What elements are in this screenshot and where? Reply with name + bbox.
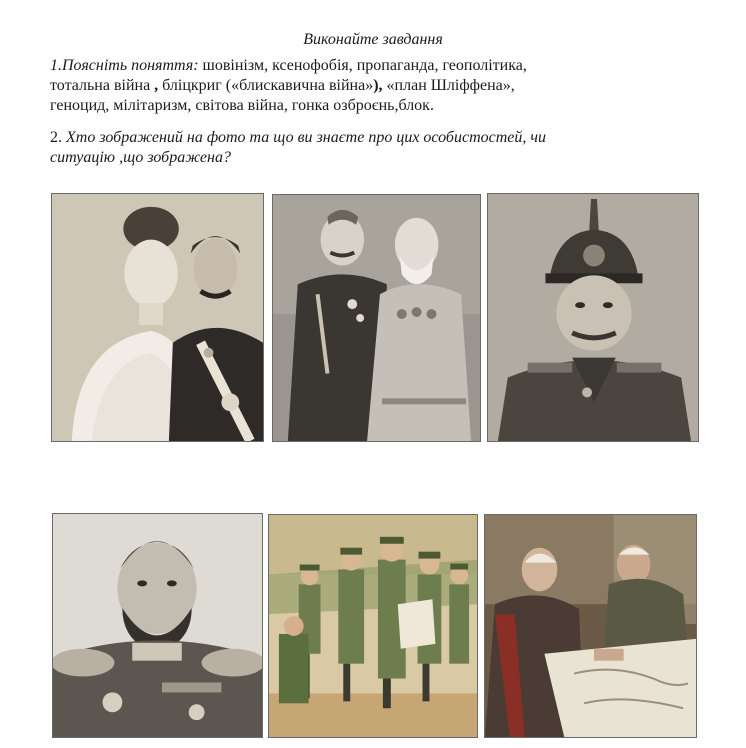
portrait-couple-icon bbox=[52, 194, 263, 441]
task-1-terms-line1: шовінізм, ксенофобія, пропаганда, геополітика, bbox=[198, 57, 527, 74]
photo-soldiers-illustration bbox=[268, 514, 478, 738]
photo-bearded-officer bbox=[52, 513, 263, 738]
task-1-lead: Поясніть поняття: bbox=[62, 57, 199, 74]
task-2-question-line2: ситуацію ,що зображена? bbox=[50, 149, 231, 166]
page-title: Виконайте завдання bbox=[303, 31, 443, 48]
portrait-bearded-officer-icon bbox=[53, 514, 262, 737]
task-1-bold-close: ), bbox=[373, 77, 383, 94]
photo-officer-pickelhaube bbox=[487, 193, 699, 442]
illustration-soldiers-icon bbox=[269, 515, 477, 737]
task-1 bbox=[50, 56, 720, 116]
photo-commanders-at-map bbox=[484, 514, 697, 738]
photo-two-emperors bbox=[272, 194, 481, 442]
portrait-helmet-officer-icon bbox=[488, 194, 698, 441]
task-2-number: 2. bbox=[50, 129, 62, 146]
task-2 bbox=[50, 128, 720, 168]
portrait-two-officers-icon bbox=[273, 195, 480, 441]
task-2-question-line1: Хто зображений на фото та що ви знаєте про цих особистостей, чи bbox=[62, 129, 547, 146]
painting-map-table-icon bbox=[485, 515, 696, 737]
task-1-bold-comma: , bbox=[150, 77, 159, 94]
task-1-terms-line3: геноцид, мілітаризм, світова війна, гонка озброєнь,блок. bbox=[50, 97, 434, 114]
task-1-term-blitzkrieg: бліцкриг («блискавична війна» bbox=[158, 77, 374, 94]
task-1-number: 1. bbox=[50, 57, 62, 74]
photo-royal-couple bbox=[51, 193, 264, 442]
task-1-term-total-war: тотальна війна bbox=[50, 77, 151, 94]
task-1-term-schlieffen: «план Шліффена», bbox=[382, 77, 515, 94]
